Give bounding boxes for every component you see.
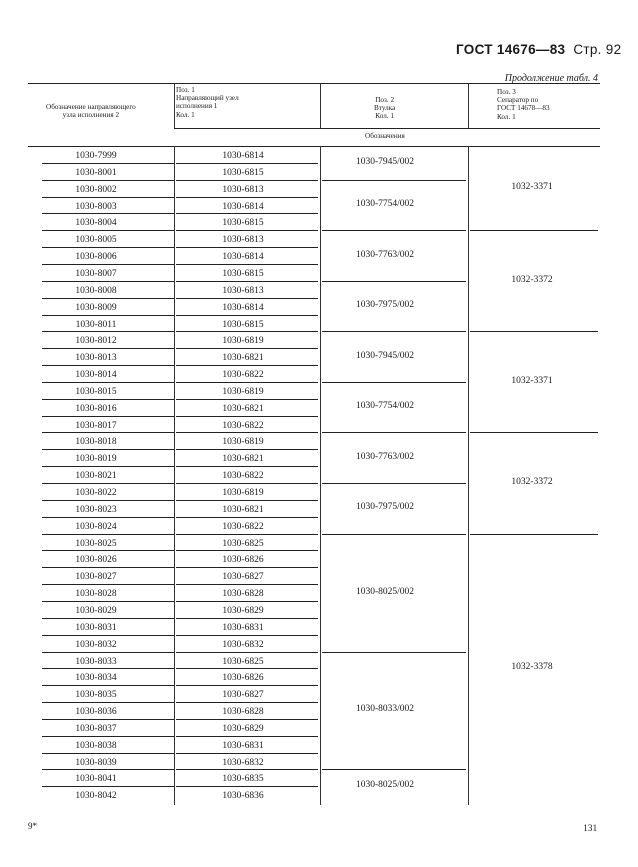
group-rule: [322, 281, 466, 282]
group-rule: [322, 652, 466, 653]
table-cell-designation: 1030-8033: [75, 656, 117, 667]
group-rule: [470, 534, 598, 535]
row-rule: [176, 517, 318, 518]
row-rule: [42, 601, 174, 602]
table-cell-guide-unit: 1030-6828: [222, 707, 264, 718]
table-cell-guide-unit: 1030-6821: [222, 504, 264, 515]
row-rule: [176, 298, 318, 299]
row-rule: [176, 550, 318, 551]
row-rule: [42, 416, 174, 417]
row-rule: [42, 213, 174, 214]
table-cell-designation: 1030-8035: [75, 690, 117, 701]
col4-header-line: Поз. 3: [497, 88, 516, 96]
row-rule: [42, 365, 174, 366]
row-rule: [42, 230, 174, 231]
row-rule: [42, 736, 174, 737]
row-rule: [176, 534, 318, 535]
table-cell-guide-unit: 1030-6815: [222, 167, 264, 178]
table-cell-designation: 1030-8036: [75, 707, 117, 718]
col3-header-line: Поз. 2: [375, 96, 395, 104]
row-rule: [42, 281, 174, 282]
row-rule: [42, 618, 174, 619]
table-cell-bushing: 1030-7975/002: [355, 300, 415, 311]
table-cell-designation: 1030-8011: [75, 319, 117, 330]
row-rule: [176, 180, 318, 181]
header-divider-3: [468, 83, 469, 128]
group-rule: [470, 331, 598, 332]
row-rule: [42, 163, 174, 164]
row-rule: [176, 753, 318, 754]
table-cell-separator: 1032-3378: [511, 662, 553, 673]
table-cell-guide-unit: 1030-6814: [222, 302, 264, 313]
row-rule: [176, 500, 318, 501]
row-rule: [176, 399, 318, 400]
col2-header-line: Поз. 1: [176, 86, 195, 94]
row-rule: [42, 685, 174, 686]
table-cell-guide-unit: 1030-6819: [222, 336, 264, 347]
table-cell-designation: 1030-8026: [75, 555, 117, 566]
col2-header-line: исполнения 1: [176, 102, 218, 111]
row-rule: [176, 315, 318, 316]
table-cell-guide-unit: 1030-6821: [222, 403, 264, 414]
row-rule: [176, 618, 318, 619]
table-cell-separator: 1032-3372: [511, 274, 553, 285]
row-rule: [42, 584, 174, 585]
table-cell-designation: 1030-8032: [75, 639, 117, 650]
col2-header: [176, 86, 239, 119]
col3-header-line: Втулка: [374, 104, 396, 113]
table-cell-guide-unit: 1030-6828: [222, 589, 264, 600]
table-cell-guide-unit: 1030-6829: [222, 723, 264, 734]
row-rule: [42, 197, 174, 198]
table-cell-designation: 1030-8017: [75, 420, 117, 431]
table-cell-designation: 1030-8003: [75, 201, 117, 212]
table-cell-separator: 1032-3371: [511, 375, 553, 386]
table-cell-designation: 1030-8015: [75, 386, 117, 397]
row-rule: [176, 264, 318, 265]
table-cell-guide-unit: 1030-6825: [222, 656, 264, 667]
col4-header-line: ГОСТ 14678—83: [497, 104, 550, 113]
row-rule: [176, 281, 318, 282]
row-rule: [42, 264, 174, 265]
table-cell-bushing: 1030-7945/002: [355, 350, 415, 361]
row-rule: [42, 449, 174, 450]
table-cell-guide-unit: 1030-6813: [222, 235, 264, 246]
row-rule: [42, 534, 174, 535]
row-rule: [176, 702, 318, 703]
table-cell-guide-unit: 1030-6831: [222, 622, 264, 633]
row-rule: [176, 247, 318, 248]
row-rule: [42, 298, 174, 299]
table-cell-guide-unit: 1030-6832: [222, 757, 264, 768]
table-cell-designation: 1030-8005: [75, 235, 117, 246]
row-rule: [176, 163, 318, 164]
row-rule: [176, 331, 318, 332]
table-cell-guide-unit: 1030-6825: [222, 538, 264, 549]
row-rule: [176, 601, 318, 602]
row-rule: [176, 348, 318, 349]
row-rule: [176, 382, 318, 383]
group-rule: [322, 534, 466, 535]
row-rule: [176, 685, 318, 686]
standard-header: [456, 42, 621, 57]
header-divider-1: [174, 83, 175, 128]
table-cell-designation: 1030-8038: [75, 740, 117, 751]
table-cell-designation: 1030-8007: [75, 268, 117, 279]
table-cell-guide-unit: 1030-6814: [222, 252, 264, 263]
table-cell-designation: 1030-8014: [75, 370, 117, 381]
page-label: Стр. 92: [573, 42, 622, 57]
group-rule: [322, 382, 466, 383]
table-cell-designation: 1030-8041: [75, 774, 117, 785]
row-rule: [42, 382, 174, 383]
table-cell-guide-unit: 1030-6821: [222, 353, 264, 364]
group-rule: [322, 769, 466, 770]
table-cell-designation: 1030-8018: [75, 437, 117, 448]
row-rule: [42, 753, 174, 754]
row-rule: [176, 736, 318, 737]
table-cell-designation: 1030-8021: [75, 471, 117, 482]
table-cell-guide-unit: 1030-6821: [222, 454, 264, 465]
col1-header-line: Обозначение направляющего: [46, 103, 136, 111]
col1-header-line: узла исполнения 2: [62, 111, 120, 120]
table-cell-designation: 1030-8039: [75, 757, 117, 768]
row-rule: [42, 500, 174, 501]
subheader-line: Обозначения: [365, 132, 405, 140]
table-cell-guide-unit: 1030-6814: [222, 151, 264, 161]
body-divider-2: [320, 146, 321, 805]
col3-header-line: Кол. 1: [375, 112, 394, 121]
body-divider-3: [468, 146, 469, 805]
col4-header-line: Сепаратор по: [497, 96, 539, 105]
table-cell-bushing: 1030-7754/002: [355, 401, 415, 412]
row-rule: [42, 432, 174, 433]
table-cell-designation: 1030-8025: [75, 538, 117, 549]
table-cell-designation: 1030-8037: [75, 723, 117, 734]
col3-header: [374, 96, 395, 121]
table-cell-designation: 1030-8034: [75, 673, 117, 684]
table-cell-designation: 1030-8001: [75, 167, 117, 178]
table-cell-guide-unit: 1030-6822: [222, 521, 264, 532]
header-bottom-rule: [28, 146, 600, 147]
row-rule: [42, 399, 174, 400]
header-divider-2: [320, 83, 321, 128]
table-cell-designation: 1030-8031: [75, 622, 117, 633]
table-cell-designation: 1030-8009: [75, 302, 117, 313]
group-rule: [322, 230, 466, 231]
page-number: 131: [583, 824, 598, 834]
table-cell-designation: 1030-8029: [75, 605, 117, 616]
row-rule: [42, 331, 174, 332]
row-rule: [42, 466, 174, 467]
col4-header: [497, 88, 550, 121]
table-cell-guide-unit: 1030-6827: [222, 572, 264, 583]
table-cell-designation: 1030-8004: [75, 218, 117, 229]
row-rule: [176, 584, 318, 585]
table-cell-guide-unit: 1030-6831: [222, 740, 264, 751]
row-rule: [176, 466, 318, 467]
table-cell-guide-unit: 1030-6827: [222, 690, 264, 701]
table-cell-designation: 1030-8023: [75, 504, 117, 515]
table-top-rule: [28, 83, 600, 84]
group-rule: [322, 331, 466, 332]
table-cell-guide-unit: 1030-6815: [222, 319, 264, 330]
row-rule: [176, 652, 318, 653]
row-rule: [42, 652, 174, 653]
table-cell-designation: 1030-8006: [75, 252, 117, 263]
table-cell-designation: 1030-8016: [75, 403, 117, 414]
table-cell-guide-unit: 1030-6813: [222, 184, 264, 195]
row-rule: [176, 786, 318, 787]
table-cell-bushing: 1030-7945/002: [355, 156, 415, 167]
table-cell-guide-unit: 1030-6814: [222, 201, 264, 212]
subheader-rule: [174, 128, 600, 129]
row-rule: [42, 180, 174, 181]
table-cell-guide-unit: 1030-6826: [222, 555, 264, 566]
table-cell-guide-unit: 1030-6813: [222, 285, 264, 296]
row-rule: [42, 769, 174, 770]
table-cell-bushing: 1030-7754/002: [355, 198, 415, 209]
row-rule: [42, 567, 174, 568]
row-rule: [42, 348, 174, 349]
row-rule: [176, 769, 318, 770]
row-rule: [42, 786, 174, 787]
table-cell-designation: 1030-8008: [75, 285, 117, 296]
table-cell-guide-unit: 1030-6835: [222, 774, 264, 785]
row-rule: [176, 432, 318, 433]
row-rule: [176, 230, 318, 231]
group-rule: [322, 432, 466, 433]
table-cell-designation: 1030-8028: [75, 589, 117, 600]
table-cell-designation: 1030-8024: [75, 521, 117, 532]
row-rule: [42, 668, 174, 669]
row-rule: [42, 517, 174, 518]
row-rule: [176, 668, 318, 669]
row-rule: [42, 247, 174, 248]
table-cell-designation: 1030-8019: [75, 454, 117, 465]
table-cell-guide-unit: 1030-6819: [222, 437, 264, 448]
row-rule: [42, 635, 174, 636]
table-cell-designation: 1030-8022: [75, 488, 117, 498]
row-rule: [176, 483, 318, 484]
group-rule: [470, 230, 598, 231]
table-cell-designation: 1030-8013: [75, 353, 117, 364]
table-cell-bushing: 1030-7763/002: [355, 249, 415, 260]
row-rule: [42, 550, 174, 551]
table-cell-designation: 1030-8012: [75, 336, 117, 347]
table-cell-designation: 1030-8027: [75, 572, 117, 583]
table-continuation: Продолжение табл. 4: [504, 73, 598, 84]
table-cell-bushing: 1030-8025/002: [355, 780, 415, 791]
row-rule: [42, 719, 174, 720]
row-rule: [176, 197, 318, 198]
row-rule: [176, 213, 318, 214]
group-rule: [322, 180, 466, 181]
table-cell-bushing: 1030-7975/002: [355, 502, 415, 513]
table-cell-guide-unit: 1030-6815: [222, 268, 264, 279]
col1-header: [46, 103, 136, 119]
table-cell-bushing: 1030-8033/002: [355, 704, 415, 715]
col2-header-line: Направляющий узел: [176, 94, 239, 103]
table-cell-guide-unit: 1030-6819: [222, 386, 264, 397]
row-rule: [42, 702, 174, 703]
table-cell-bushing: 1030-7763/002: [355, 451, 415, 462]
table-cell-guide-unit: 1030-6829: [222, 605, 264, 616]
table-cell-guide-unit: 1030-6822: [222, 420, 264, 431]
row-rule: [176, 365, 318, 366]
table-cell-guide-unit: 1030-6822: [222, 471, 264, 482]
body-divider-1: [174, 146, 175, 805]
col2-header-line: Кол. 1: [176, 110, 195, 119]
signature-mark: 9*: [28, 821, 37, 831]
row-rule: [42, 315, 174, 316]
row-rule: [176, 416, 318, 417]
row-rule: [42, 483, 174, 484]
table-cell-designation: 1030-7999: [75, 151, 117, 161]
table-cell-separator: 1032-3371: [511, 182, 553, 193]
row-rule: [176, 567, 318, 568]
group-rule: [322, 483, 466, 484]
table-cell-guide-unit: 1030-6832: [222, 639, 264, 650]
table-cell-guide-unit: 1030-6815: [222, 218, 264, 229]
table-cell-designation: 1030-8002: [75, 184, 117, 195]
row-rule: [176, 719, 318, 720]
row-rule: [176, 635, 318, 636]
row-rule: [176, 449, 318, 450]
table-cell-bushing: 1030-8025/002: [355, 586, 415, 597]
col4-header-line: Кол. 1: [497, 112, 516, 121]
table-cell-guide-unit: 1030-6822: [222, 370, 264, 381]
table-cell-guide-unit: 1030-6836: [222, 791, 264, 802]
table-cell-designation: 1030-8042: [75, 791, 117, 802]
subheader: [365, 132, 405, 140]
table-cell-separator: 1032-3372: [511, 477, 553, 487]
standard-code: ГОСТ 14676—83: [456, 42, 566, 57]
table-cell-guide-unit: 1030-6819: [222, 488, 264, 498]
group-rule: [470, 432, 598, 433]
table-cell-guide-unit: 1030-6826: [222, 673, 264, 684]
